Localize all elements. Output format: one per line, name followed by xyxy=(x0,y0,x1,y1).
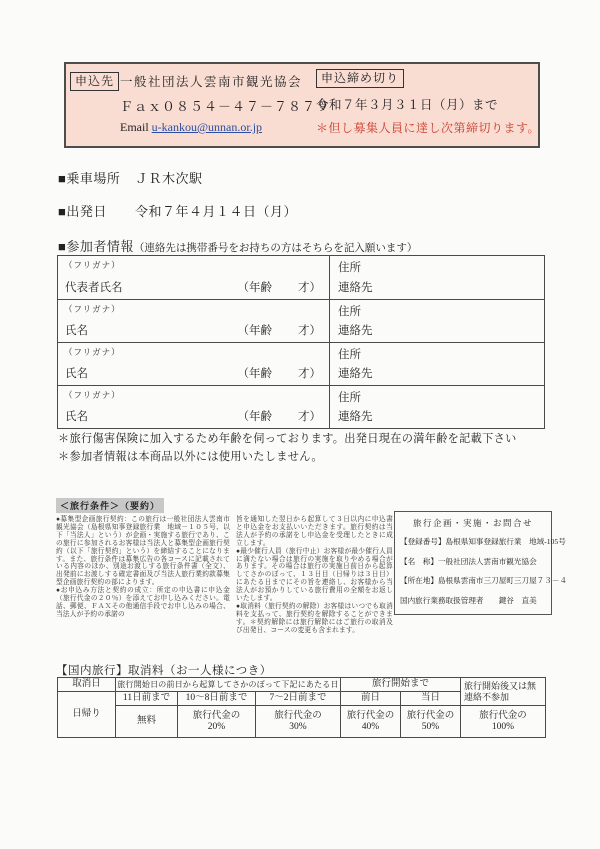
age-close: 才） xyxy=(298,325,321,337)
fee-line: 旅行代金の xyxy=(406,710,455,721)
address-label: 住所 xyxy=(338,392,361,404)
participant-row xyxy=(58,385,544,428)
fax-number: Ｆａｘ０８５４－４７－７８７９ xyxy=(120,99,331,114)
fee-cell xyxy=(401,706,461,738)
fee-line: 40% xyxy=(361,721,380,732)
participant-contact-cell xyxy=(330,343,544,385)
fee-cell xyxy=(341,706,401,738)
note-insurance: ＊旅行傷害保険に加入するため年齢を伺っております。出発日現在の満年齢を記載下さい xyxy=(58,433,517,445)
participants-header xyxy=(58,236,417,255)
period-cell: 11日前まで xyxy=(116,692,178,706)
boarding-place-line xyxy=(58,168,203,187)
departure-date-label: ■出発日 xyxy=(58,204,107,219)
contact-label: 連絡先 xyxy=(338,411,373,423)
name-label: 氏名 xyxy=(65,325,88,337)
period-cell: 当日 xyxy=(401,692,461,706)
furigana-label: （フリガナ） xyxy=(64,390,121,400)
age-label xyxy=(238,365,322,381)
form-notes xyxy=(58,430,517,466)
age-close: 才） xyxy=(298,368,321,380)
conditions-paragraph: ●最少催行人員（旅行中止）お客様が最少催行人員に満たない場合は旅行の実施を取りやめる場合があります。その場合は旅行の実施日前日から起算してさかのぼって、１３日目（日帰りは３日目）にあたる日までにその旨を連絡し、お客様から当法人がお預かりしている旅行費用の全額をお返しいたします。 xyxy=(236,547,393,603)
age-label xyxy=(238,279,322,295)
note-privacy: ＊参加者情報は本商品以外には使用いたしません。 xyxy=(58,451,323,463)
fee-cell xyxy=(256,706,341,738)
fee-line: 50% xyxy=(421,721,440,732)
until-start-header: 旅行開始まで xyxy=(341,678,461,692)
contact-label: 連絡先 xyxy=(338,368,373,380)
fee-cell xyxy=(461,706,546,738)
participant-name-cell xyxy=(58,256,330,299)
deadline-label: 申込締め切り xyxy=(316,69,404,88)
participant-contact-cell xyxy=(330,300,544,342)
furigana-label: （フリガナ） xyxy=(64,260,121,270)
participant-row xyxy=(58,256,544,299)
age-label xyxy=(238,408,322,424)
age-open: （年齢 xyxy=(237,411,272,423)
participant-contact-cell xyxy=(330,256,544,299)
email-line xyxy=(120,120,262,135)
name-label: 氏名 xyxy=(65,368,88,380)
name-line xyxy=(65,279,321,295)
organization-name: 一般社団法人雲南市観光協会 xyxy=(120,75,303,89)
age-open: （年齢 xyxy=(237,368,272,380)
cancel-date-header: 取消日 xyxy=(58,678,116,692)
conditions-paragraph: ●お申込み方法と契約の成立：所定の申込書に申込金（旅行代金の２０％）を添えてお申し込みください。電話、郵便、ＦＡＸその他通信手段でお申し込みの場合、当法人が予約の承諾の xyxy=(56,587,230,618)
name-label: 氏名 xyxy=(65,411,88,423)
email-label: Email xyxy=(120,120,152,134)
apply-to-label: 申込先 xyxy=(70,72,119,91)
after-start-line-1: 旅行開始後又は無 xyxy=(464,681,537,692)
address-label: 住所 xyxy=(338,349,361,361)
fee-cell xyxy=(116,706,178,738)
fee-cell xyxy=(178,706,256,738)
agency-name: 【名 称】一般社団法人雲南市観光協会 xyxy=(400,556,537,566)
name-line xyxy=(65,408,321,424)
age-open: （年齢 xyxy=(237,282,272,294)
address-label: 住所 xyxy=(338,262,361,274)
participant-table xyxy=(57,255,545,429)
cancellation-header-row-1 xyxy=(58,678,546,692)
agency-info-box xyxy=(394,511,568,615)
participants-header-note: （連絡先は携帯番号をお持ちの方はそちらを記入願います） xyxy=(133,243,418,254)
cancellation-title: 【国内旅行】取消料（お一人様につき） xyxy=(56,665,272,677)
period-cell: 前日 xyxy=(341,692,401,706)
furigana-label: （フリガナ） xyxy=(64,304,121,314)
agency-info-lines xyxy=(400,532,568,610)
address-label: 住所 xyxy=(338,306,361,318)
boarding-place-value: ＪＲ木次駅 xyxy=(135,171,203,186)
after-start-line-2: 連絡不参加 xyxy=(464,691,510,702)
conditions-column-1 xyxy=(56,516,230,619)
fee-line: 20% xyxy=(207,721,226,732)
cancellation-fee-row xyxy=(58,706,546,738)
day-trip-label: 日帰り xyxy=(58,692,116,738)
participant-contact-cell xyxy=(330,386,544,428)
fee-line: 旅行代金の xyxy=(274,710,322,721)
contact-label: 連絡先 xyxy=(338,282,373,294)
agency-address: 【所在地】島根県雲南市三刀屋町三刀屋７３－４ xyxy=(400,576,568,585)
participants-header-label: ■参加者情報 xyxy=(58,239,134,254)
agency-info-title: 旅行企画・実施・お問合せ xyxy=(412,518,533,528)
age-close: 才） xyxy=(298,411,321,423)
name-line xyxy=(65,365,321,381)
cancellation-table xyxy=(57,677,546,738)
participant-name-cell xyxy=(58,386,330,428)
age-label xyxy=(238,322,322,338)
application-contact-box xyxy=(64,62,540,148)
participant-row xyxy=(58,299,544,342)
name-label: 代表者氏名 xyxy=(65,282,123,294)
after-start-header xyxy=(461,678,546,706)
conditions-heading: ＜旅行条件＞（要約） xyxy=(56,498,164,513)
period-cell: 10～8日前まで xyxy=(178,692,256,706)
departure-date-line xyxy=(58,201,297,220)
fee-line: 30% xyxy=(289,721,307,732)
agency-manager: 国内旅行業務取扱管理者 鍵谷 直美 xyxy=(400,595,537,605)
age-close: 才） xyxy=(298,282,321,294)
agency-registration: 【登録番号】島根県知事登録旅行業 地域-105号 xyxy=(400,537,566,546)
fee-line: 旅行代金の xyxy=(346,710,395,721)
deadline-note: ＊但し募集人員に達し次第締切ります。 xyxy=(316,121,541,135)
furigana-label: （フリガナ） xyxy=(64,347,121,357)
boarding-place-label: ■乗車場所 xyxy=(58,171,121,186)
conditions-paragraph: ●募集型企画旅行契約：この旅行は一般社団法人雲南市観光協会（島根県知事登録旅行業 地域－１０５号、以下「当法人」という）が企画・実施する旅行であり、この旅行に参加されるお客様は当法人と募集型企画旅行契約（以下「旅行契約」という）を締結することになります。また、旅行条件は募集広告の各コースに記載されている内容のほか、別途お渡しする旅行条件書（全文）、出発前にお渡しする確定書面及び当法人旅行業約款募集型企画旅行契約の部によります。 xyxy=(56,516,230,587)
fee-line: 旅行代金の xyxy=(192,710,241,721)
deadline-date: 令和７年３月３１日（月）まで xyxy=(316,98,499,112)
participant-row xyxy=(58,342,544,385)
conditions-paragraph: ●取消料（旅行契約の解除）お客様はいつでも取消料を支払って、旅行契約を解除することができます。＊契約解除には旅行解除にはご旅行の取消及び出発日、コースの変更も含まれます。 xyxy=(236,602,393,634)
fee-line: 旅行代金の xyxy=(479,710,527,721)
period-cell: 7～2日前まで xyxy=(256,692,341,706)
name-line xyxy=(65,322,321,338)
conditions-paragraph: 旨を通知した翌日から起算して３日以内に申込書と申込金をお支払いいただきます。旅行契約は当法人が予約の承諾をし申込金を受理したときに成立します。 xyxy=(236,516,393,547)
participant-name-cell xyxy=(58,343,330,385)
fee-line: 100% xyxy=(491,721,515,732)
departure-date-value: 令和７年４月１４日（月） xyxy=(135,204,298,219)
age-open: （年齢 xyxy=(237,325,272,337)
fee-line: 無料 xyxy=(136,716,156,727)
participant-name-cell xyxy=(58,300,330,342)
email-link[interactable]: u-kankou@unnan.or.jp xyxy=(151,120,263,134)
contact-label: 連絡先 xyxy=(338,325,373,337)
countback-header: 旅行開始日の前日から起算してさかのぼって下記にあたる日 xyxy=(116,678,341,692)
conditions-column-2 xyxy=(236,516,393,635)
